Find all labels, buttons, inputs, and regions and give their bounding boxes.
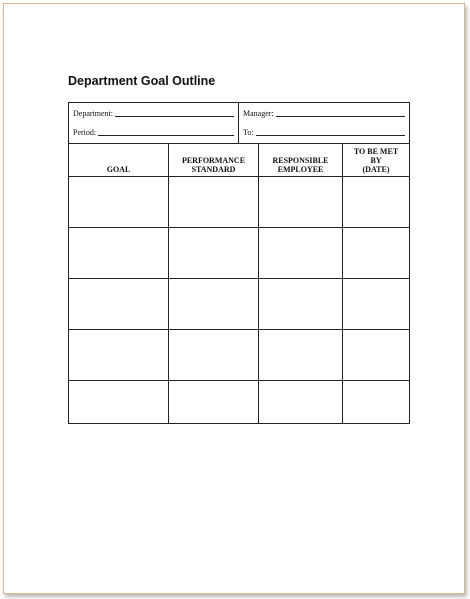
goal-cell[interactable]	[69, 177, 169, 227]
table-row	[69, 330, 409, 381]
header-line: EMPLOYEE	[277, 165, 324, 174]
department-field[interactable]	[69, 103, 239, 121]
date-cell[interactable]	[343, 330, 409, 380]
table-row	[69, 177, 409, 228]
date-cell[interactable]	[343, 381, 409, 423]
performance-standard-cell[interactable]	[169, 279, 259, 329]
manager-label: Manager:	[243, 109, 274, 118]
date-cell[interactable]	[343, 177, 409, 227]
table-row	[69, 228, 409, 279]
header-line: BY	[370, 156, 382, 165]
responsible-employee-cell[interactable]	[259, 330, 343, 380]
responsible-employee-cell[interactable]	[259, 381, 343, 423]
date-cell[interactable]	[343, 279, 409, 329]
table-row	[69, 381, 409, 424]
responsible-employee-cell[interactable]	[259, 228, 343, 278]
to-field[interactable]	[239, 121, 409, 143]
table-row	[69, 279, 409, 330]
header-line: RESPONSIBLE	[272, 156, 329, 165]
goal-outline-form	[68, 102, 410, 424]
performance-standard-cell[interactable]	[169, 177, 259, 227]
period-label: Period:	[73, 128, 97, 137]
goal-cell[interactable]	[69, 381, 169, 423]
performance-standard-cell[interactable]	[169, 330, 259, 380]
goal-cell[interactable]	[69, 228, 169, 278]
to-blank-line[interactable]	[256, 135, 405, 136]
performance-standard-column-header	[169, 144, 259, 176]
table-header-row	[69, 144, 409, 177]
header-line: TO BE MET	[353, 147, 399, 156]
info-section	[69, 103, 409, 144]
responsible-employee-column-header	[259, 144, 343, 176]
performance-standard-cell[interactable]	[169, 228, 259, 278]
document-title: Department Goal Outline	[68, 74, 216, 88]
department-blank-line[interactable]	[115, 116, 234, 117]
goal-cell[interactable]	[69, 279, 169, 329]
date-cell[interactable]	[343, 228, 409, 278]
header-line: (DATE)	[362, 165, 390, 174]
date-column-header	[343, 144, 409, 176]
manager-blank-line[interactable]	[276, 116, 405, 117]
performance-standard-cell[interactable]	[169, 381, 259, 423]
header-line: STANDARD	[191, 165, 236, 174]
responsible-employee-cell[interactable]	[259, 177, 343, 227]
department-label: Department:	[73, 109, 113, 118]
goal-column-header	[69, 144, 169, 176]
header-line: GOAL	[106, 165, 131, 174]
period-blank-line[interactable]	[98, 135, 234, 136]
goal-cell[interactable]	[69, 330, 169, 380]
document-page	[3, 3, 465, 594]
manager-field[interactable]	[239, 103, 409, 121]
header-line: PERFORMANCE	[181, 156, 246, 165]
period-field[interactable]	[69, 121, 239, 143]
responsible-employee-cell[interactable]	[259, 279, 343, 329]
to-label: To:	[243, 128, 254, 137]
